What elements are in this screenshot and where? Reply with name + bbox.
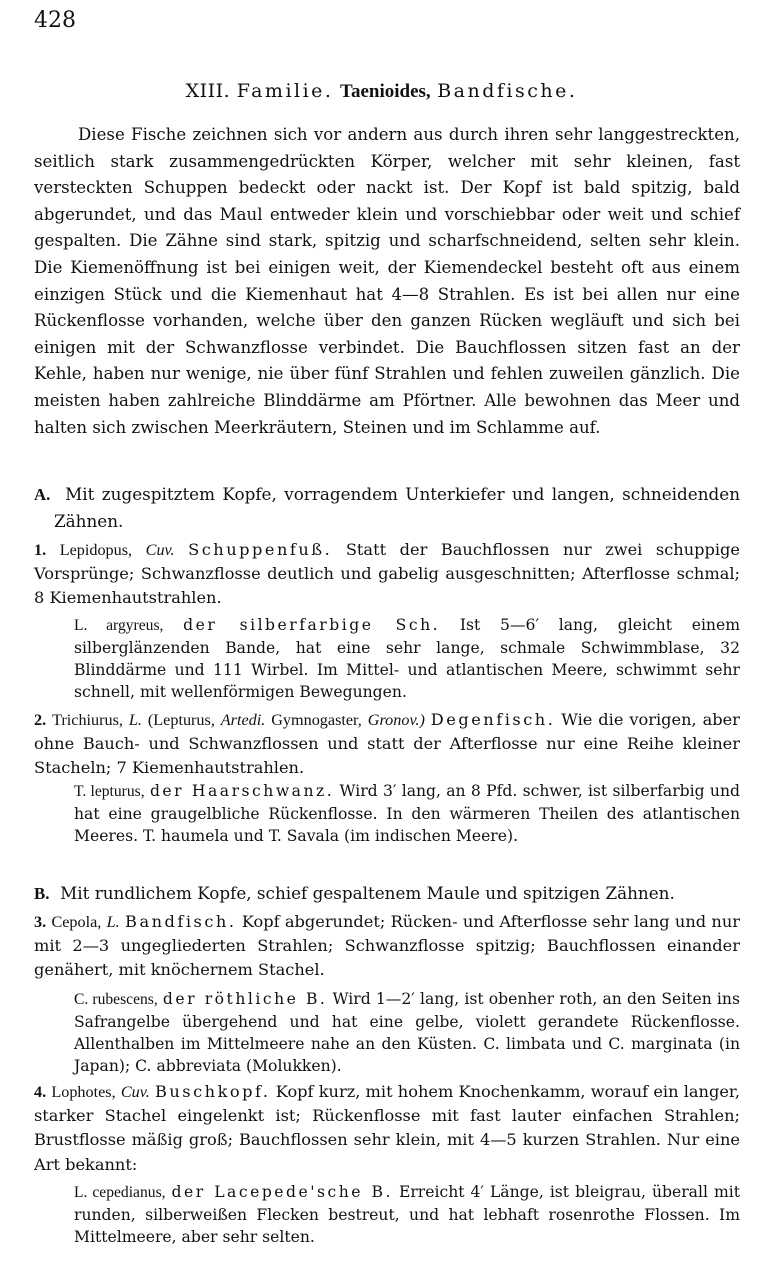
genus-lophotes	[34, 1080, 740, 1177]
genus-description: Kopf abgerundet; Rücken- und Afterflosse sehr lang und nur mit 2—3 ungegliederten Strahlen; Schwanzflosse spitzig; Bauchflossen einander genähert, mit knöchernem Stachel.	[34, 912, 741, 980]
species-lepturus	[74, 780, 740, 847]
species-german-name: der silberfarbige Sch.	[183, 616, 441, 634]
genus-name: Trichiurus,	[52, 711, 123, 729]
genus-german-name: Buschkopf.	[154, 1082, 271, 1101]
family-german-name: Bandfische.	[437, 80, 578, 102]
species-rubescens	[74, 988, 740, 1077]
genus-name: Lophotes,	[51, 1083, 116, 1101]
section-a-label: A.	[34, 485, 51, 504]
species-name: L. argyreus,	[74, 617, 164, 634]
species-german-name: der röthliche B.	[162, 990, 328, 1008]
intro-paragraph: Diese Fische zeichnen sich vor andern aus durch ihren sehr langgestreckten, seitlich stark zusammengedrückten Körper, welcher mit sehr kleinen, fast versteckten Schuppen bedeckt oder nackt ist. Der Kopf ist bald spitzig, bald abgerundet, und das Maul entweder klein und vorschiebbar oder weit und schief gespalten. Die Zähne sind stark, spitzig und scharfschneidend, selten sehr klein. Die Kiemenöffnung ist bei einigen weit, der Kiemendeckel besteht oft aus einem einzigen Stück und die Kiemenhaut hat 4—8 Strahlen. Es ist bei allen nur eine Rückenflosse vorhanden, welche über den ganzen Rücken wegläuft und sich bei einigen mit der Schwanzflosse verbindet. Die Bauchflossen sitzen fast an der Kehle, haben nur wenige, nie über fünf Strahlen und fehlen zuweilen gänzlich. Die meisten haben zahlreiche Blinddärme am Pförtner. Alle bewohnen das Meer und halten sich zwischen Meerkräutern, Steinen und im Schlamme auf.	[34, 125, 740, 437]
family-numeral: XIII.	[185, 80, 231, 102]
section-b-label: B.	[34, 884, 50, 903]
species-german-name: der Haarschwanz.	[149, 782, 335, 800]
genus-description: Kopf kurz, mit hohem Knochenkamm, worauf ein langer, starker Stachel eingelenkt ist; Rückenflosse mit fast lauter einfachen Strahlen; Brustflosse mäßig groß; Bauchflossen sehr klein, mit 4—5 kurzen Strahlen. Nur eine Art bekannt:	[34, 1082, 741, 1174]
genus-name: Lepidopus,	[59, 541, 133, 559]
genus-german-name: Schuppenfuß.	[188, 540, 333, 559]
genus-german-name: Bandfisch.	[125, 912, 237, 931]
genus-lepidopus	[34, 538, 740, 611]
genus-author: L.	[106, 913, 120, 931]
section-b-text: Mit rundlichem Kopfe, schief gespaltenem Maule und spitzigen Zähnen.	[60, 883, 675, 903]
section-b	[34, 880, 740, 907]
species-german-name: der Lacepede'sche B.	[171, 1183, 393, 1201]
genus-author: Cuv.	[145, 541, 175, 559]
genus-trichiurus	[34, 708, 740, 781]
genus-number: 4.	[34, 1083, 47, 1101]
species-name: T. lepturus,	[74, 783, 145, 800]
genus-number: 1.	[34, 541, 47, 559]
species-name: C. rubescens,	[74, 991, 158, 1008]
genus-synonym: (Lepturus,	[147, 711, 215, 729]
species-description: Wird 1—2′ lang, ist obenher roth, an den Seiten ins Safrangelbe übergehend und hat eine gelbe, violett gerandete Rückenflosse. Allenthalben im Mittelmeere nahe an den Küsten. C. limbata und C. marginata (in Japan); C. abbreviata (Molukken).	[74, 990, 740, 1075]
family-heading	[0, 80, 763, 103]
family-latin-name: Taenioides,	[340, 81, 431, 102]
genus-name: Cepola,	[51, 913, 102, 931]
genus-german-name: Degenfisch.	[430, 710, 556, 729]
species-name: L. cepedianus,	[74, 1184, 166, 1201]
species-description: Wird 3′ lang, an 8 Pfd. schwer, ist silberfarbig und hat eine graugelbliche Rückenflosse. In den wärmeren Theilen des atlantischen Meeres. T. haumela und T. Savala (im indischen Meere).	[74, 782, 740, 845]
genus-description: Statt der Bauchflossen nur zwei schuppige Vorsprünge; Schwanzflosse deutlich und gabelig ausgeschnitten; Afterflosse schmal; 8 Kiemenhautstrahlen.	[34, 540, 740, 608]
species-cepedianus	[74, 1181, 740, 1248]
species-description: Erreicht 4′ Länge, ist bleigrau, überall mit runden, silberweißen Flecken bestreut, und hat lebhaft rosenrothe Flossen. Im Mittelmeere, aber sehr selten.	[74, 1183, 740, 1246]
genus-synonym-2: Gymnogaster,	[271, 711, 362, 729]
section-a-text: Mit zugespitztem Kopfe, vorragendem Unterkiefer und langen, schneidenden Zähnen.	[54, 484, 741, 531]
genus-number: 2.	[34, 711, 47, 729]
species-argyreus	[74, 614, 740, 703]
genus-description: Wie die vorigen, aber ohne Bauch- und Schwanzflossen und statt der Afterflosse nur eine Reihe kleiner Stacheln; 7 Kiemenhautstrahlen.	[34, 710, 740, 778]
page-number: 428	[34, 8, 76, 33]
genus-cepola	[34, 910, 740, 983]
genus-author: Cuv.	[120, 1083, 150, 1101]
section-a	[34, 481, 740, 535]
genus-author: L.	[128, 711, 142, 729]
species-description: Ist 5—6′ lang, gleicht einem silberglänzenden Bande, hat eine sehr lange, schmale Schwimmblase, 32 Blinddärme und 111 Wirbel. Im Mittel- und atlantischen Meere, schwimmt sehr schnell, mit wellenförmigen Bewegungen.	[74, 616, 740, 701]
genus-synonym-author: Artedi.	[220, 711, 266, 729]
genus-number: 3.	[34, 913, 47, 931]
genus-synonym-author-2: Gronov.)	[367, 711, 425, 729]
family-word: Familie.	[236, 80, 334, 102]
